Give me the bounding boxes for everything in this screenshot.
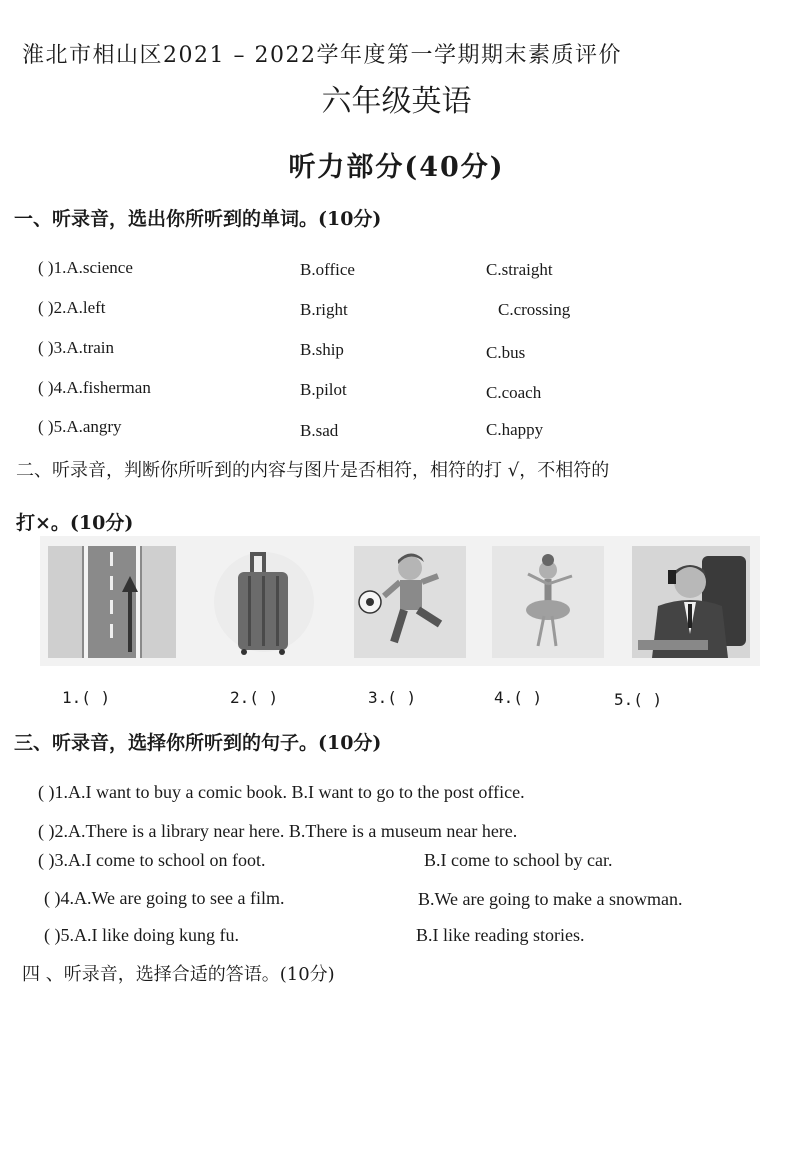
- boy-playing-football-icon: [354, 546, 466, 658]
- s1-q1-option-a: ( )1.A.science: [38, 258, 133, 277]
- suitcase-icon: [200, 546, 320, 658]
- s1-q3-option-c: C.bus: [486, 343, 526, 362]
- s3-q2: ( )2.A.There is a library near here. B.There is a museum near here.: [38, 821, 518, 841]
- s3-q4-option-a: ( )4.A.We are going to see a film.: [44, 888, 285, 908]
- picture-answer-2: 2.( ): [230, 688, 279, 707]
- s1-q4-option-c: C.coach: [486, 383, 542, 402]
- s1-q3-option-b: B.ship: [300, 340, 344, 359]
- s3-q3-option-a: ( )3.A.I come to school on foot.: [38, 850, 266, 870]
- road-icon: [48, 546, 176, 658]
- s3-q1: ( )1.A.I want to buy a comic book. B.I want to go to the post office.: [38, 782, 525, 802]
- exam-title-line1: 淮北市相山区2021 – 2022学年度第一学期期末素质评价: [22, 43, 622, 68]
- s1-q4-option-a: ( )4.A.fisherman: [38, 378, 151, 397]
- listening-part-title: 听力部分(40分): [288, 152, 505, 183]
- picture-answer-3: 3.( ): [368, 688, 417, 707]
- section-4-title: 四 、听录音，选择合适的答语。(10分): [22, 964, 335, 985]
- s3-q4-option-b: B.We are going to make a snowman.: [418, 889, 683, 909]
- s1-q1-option-b: B.office: [300, 260, 355, 279]
- s1-q1-option-c: C.straight: [486, 260, 553, 279]
- s1-q2-option-b: B.right: [300, 300, 348, 319]
- section-2-title-line2: 打×。(10分): [16, 512, 134, 534]
- picture-answer-5: 5.( ): [614, 690, 663, 709]
- man-on-phone-icon: [632, 546, 750, 658]
- picture-answer-4: 4.( ): [494, 688, 543, 707]
- s1-q2-option-a: ( )2.A.left: [38, 298, 106, 317]
- s1-q5-option-b: B.sad: [300, 421, 339, 440]
- s3-q5-option-a: ( )5.A.I like doing kung fu.: [44, 925, 239, 945]
- girl-dancing-icon: [492, 546, 604, 658]
- section-3-title: 三、听录音，选择你所听到的句子。(10分): [14, 732, 382, 754]
- section-1-title: 一、听录音，选出你所听到的单词。(10分): [14, 208, 382, 230]
- s1-q2-option-c: C.crossing: [498, 300, 571, 319]
- section-2-title-line1: 二、听录音，判断你所听到的内容与图片是否相符，相符的打 √，不相符的: [16, 460, 610, 481]
- s1-q4-option-b: B.pilot: [300, 380, 347, 399]
- s1-q5-option-a: ( )5.A.angry: [38, 417, 122, 436]
- s3-q5-option-b: B.I like reading stories.: [416, 925, 585, 945]
- s3-q3-option-b: B.I come to school by car.: [424, 850, 613, 870]
- picture-answer-1: 1.( ): [62, 688, 111, 707]
- s1-q3-option-a: ( )3.A.train: [38, 338, 115, 357]
- exam-title-line2: 六年级英语: [321, 84, 472, 119]
- picture-strip: [40, 536, 760, 666]
- s1-q5-option-c: C.happy: [486, 420, 544, 439]
